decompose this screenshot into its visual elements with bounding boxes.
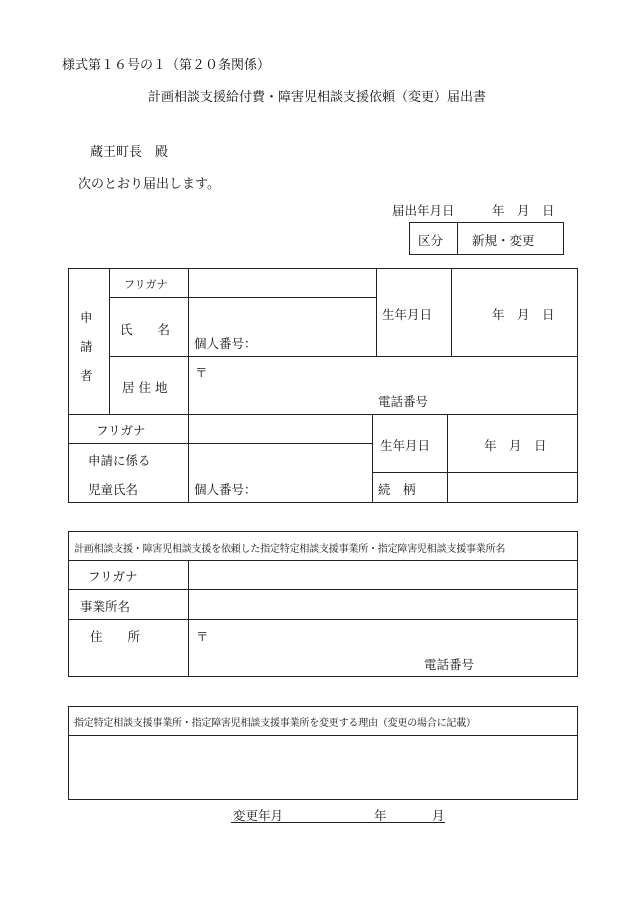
form-title: 計画相談支援給付費・障害児相談支援依頼（変更）届出書 bbox=[148, 90, 487, 105]
child-personal-number-label: 個人番号： bbox=[194, 482, 257, 497]
applicant-personal-number-label: 個人番号： bbox=[194, 336, 257, 351]
child-name-label-2: 児童氏名 bbox=[88, 482, 139, 497]
intro-text: 次のとおり届出します。 bbox=[78, 177, 220, 192]
office-postal-mark: 〒 bbox=[196, 629, 209, 644]
office-header: 計画相談支援・障害児相談支援を依頼した指定特定相談支援事業所・指定障害児相談支援事業所名 bbox=[74, 544, 506, 555]
kubun-label: 区分 bbox=[418, 233, 444, 248]
submission-date-label: 届出年月日 bbox=[392, 203, 455, 218]
office-phone-label: 電話番号 bbox=[424, 657, 475, 672]
office-furigana-label: フリガナ bbox=[88, 569, 138, 584]
reason-header: 指定特定相談支援事業所・指定障害児相談支援事業所を変更する理由（変更の場合に記載） bbox=[74, 718, 476, 729]
change-date-month: 月 bbox=[432, 808, 445, 823]
applicant-postal-mark: 〒 bbox=[195, 365, 208, 380]
kubun-value[interactable]: 新規・変更 bbox=[472, 233, 535, 248]
applicant-phone-label: 電話番号 bbox=[378, 394, 429, 409]
child-birth-units: 年 月 日 bbox=[484, 438, 547, 453]
child-relation-label: 続 柄 bbox=[378, 482, 416, 497]
applicant-furigana-label: フリガナ bbox=[124, 278, 168, 291]
submission-date-units: 年 月 日 bbox=[492, 203, 555, 218]
applicant-side-label: 申 請 者 bbox=[80, 310, 93, 383]
child-name-label-1: 申請に係る bbox=[88, 453, 151, 468]
form-number: 様式第１６号の１（第２０条関係） bbox=[62, 58, 271, 73]
applicant-name-label: 氏 名 bbox=[120, 322, 171, 337]
child-furigana-label: フリガナ bbox=[96, 423, 146, 438]
child-birth-label: 生年月日 bbox=[380, 438, 431, 453]
applicant-birth-units: 年 月 日 bbox=[492, 307, 555, 322]
change-date-underline bbox=[231, 822, 445, 823]
reason-field[interactable] bbox=[73, 740, 573, 795]
addressee: 蔵王町長 殿 bbox=[90, 145, 169, 160]
office-name-label: 事業所名 bbox=[80, 599, 131, 614]
office-address-label: 住 所 bbox=[90, 629, 141, 644]
change-date-label: 変更年月 bbox=[233, 808, 284, 823]
change-date-year: 年 bbox=[374, 808, 387, 823]
applicant-address-label: 居 住 地 bbox=[122, 380, 168, 395]
applicant-birth-label: 生年月日 bbox=[382, 307, 433, 322]
